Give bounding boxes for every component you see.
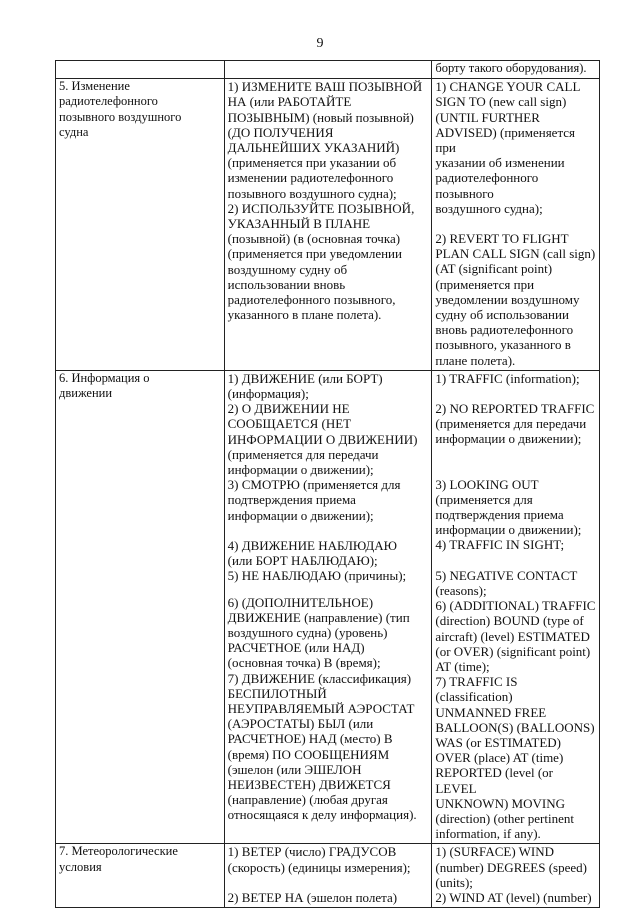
topic-text: 7. Метеорологические условия [59, 844, 178, 874]
en-phrase: 6) (ADDITIONAL) TRAFFIC (direction) BOUND (type of aircraft) (level) ESTIMATED (or OVER) (significant point) AT (time); [435, 598, 596, 674]
carryover-en-text: борту такого оборудования). [435, 61, 587, 75]
en-phrase: 2) WIND AT (level) (number) [435, 889, 592, 905]
ru-phrase: 1) ВЕТЕР (число) ГРАДУСОВ (скорость) (единицы измерения); [227, 844, 411, 875]
en-phrase-cell [432, 844, 600, 908]
ru-phrase: 1) ИЗМЕНИТЕ ВАШ ПОЗЫВНОЙ НА (или РАБОТАЙТЕ ПОЗЫВНЫМ) (новый позывной) (ДО ПОЛУЧЕНИЯ ДАЛЬНЕЙШИХ УКАЗАНИЙ) (применяется при указании об изменении радиотелефонного позывного воздушного судна); [227, 79, 423, 201]
ru-phrase-cell [224, 79, 432, 371]
en-phrase-cell [432, 79, 600, 371]
en-phrase: 4) TRAFFIC IN SIGHT; [435, 537, 565, 553]
table-row-traffic-info [56, 370, 600, 843]
ru-phrase: 2) ВЕТЕР НА (эшелон полета) [227, 889, 398, 905]
en-phrase: 1) CHANGE YOUR CALL SIGN TO (new call sign) (UNTIL FURTHER ADVISED) (применяется при указании об изменении радиотелефонного позывного воздушного судна); [435, 79, 581, 216]
ru-phrase: 3) СМОТРЮ (применяется для подтверждения приема информации о движении); [227, 477, 401, 523]
ru-phrase: 6) (ДОПОЛНИТЕЛЬНОЕ) ДВИЖЕНИЕ (направление) (тип воздушного судна) (уровень) РАСЧЕТНОЕ (или НАД) (основная точка) В (время); [227, 594, 410, 671]
topic-cell [56, 79, 225, 371]
en-phrase: 3) LOOKING OUT (применяется для подтверждения приема информации о движении); [435, 476, 582, 538]
ru-phrase-cell [224, 844, 432, 908]
table-row-callsign-change [56, 79, 600, 371]
carryover-topic-cell [56, 61, 225, 79]
ru-phrase: 1) ДВИЖЕНИЕ (или БОРТ) (информация); [227, 370, 383, 402]
en-phrase: 7) TRAFFIC IS (classification) UNMANNED FREE BALLOON(S) (BALLOONS) WAS (or ESTIMATED) OVER (place) AT (time) REPORTED (level (or LEVEL UNKNOWN) MOVING (direction) (other pertinent information, if any). [435, 674, 595, 842]
topic-cell [56, 370, 225, 843]
topic-cell [56, 844, 225, 908]
en-phrase: 5) NEGATIVE CONTACT (reasons); [435, 567, 578, 598]
carryover-en-cell [432, 61, 600, 79]
ru-phrase: 5) НЕ НАБЛЮДАЮ (причины); [227, 568, 407, 584]
topic-text: 5. Изменение радиотелефонного позывного воздушного судна [59, 79, 182, 139]
en-phrase: 2) REVERT TO FLIGHT PLAN CALL SIGN (call sign) (AT (significant point) (применяется при уведомлении воздушному судну об использовании вновь радиотелефонного позывного, указанного в плане полета). [435, 231, 596, 368]
carryover-ru-cell [224, 61, 432, 79]
table-row-weather [56, 844, 600, 908]
en-phrase-cell [432, 370, 600, 843]
ru-phrase: 2) ИСПОЛЬЗУЙТЕ ПОЗЫВНОЙ, УКАЗАННЫЙ В ПЛАНЕ (позывной) (в (основная точка) (применяется при уведомлении воздушному судну об использовании вновь радиотелефонного позывного, указанного в плане полета). [227, 200, 415, 323]
phraseology-table [55, 60, 600, 908]
ru-phrase-cell [224, 370, 432, 843]
table-row-carryover [56, 61, 600, 79]
ru-phrase: 2) О ДВИЖЕНИИ НЕ СООБЩАЕТСЯ (НЕТ ИНФОРМАЦИИ О ДВИЖЕНИИ) (применяется для передачи информации о движении); [227, 401, 418, 478]
topic-text: 6. Информация о движении [59, 370, 150, 401]
en-phrase: 1) (SURFACE) WIND (number) DEGREES (speed) (units); [435, 844, 587, 890]
ru-phrase: 4) ДВИЖЕНИЕ НАБЛЮДАЮ (или БОРТ НАБЛЮДАЮ); [227, 537, 397, 569]
ru-phrase: 7) ДВИЖЕНИЕ (классификация) БЕСПИЛОТНЫЙ НЕУПРАВЛЯЕМЫЙ АЭРОСТАТ (АЭРОСТАТЫ) БЫЛ (или РАСЧЕТНОЕ) НАД (место) В (время) ПО СООБЩЕНИЯМ (эшелон (или ЭШЕЛОН НЕИЗВЕСТЕН) ДВИЖЕТСЯ (направление) (любая другая относящаяся к делу информация). [227, 670, 417, 823]
en-phrase: 2) NO REPORTED TRAFFIC (применяется для передачи информации о движении); [435, 401, 595, 447]
page-number: 9 [316, 36, 324, 51]
en-phrase: 1) TRAFFIC (information); [435, 370, 580, 386]
